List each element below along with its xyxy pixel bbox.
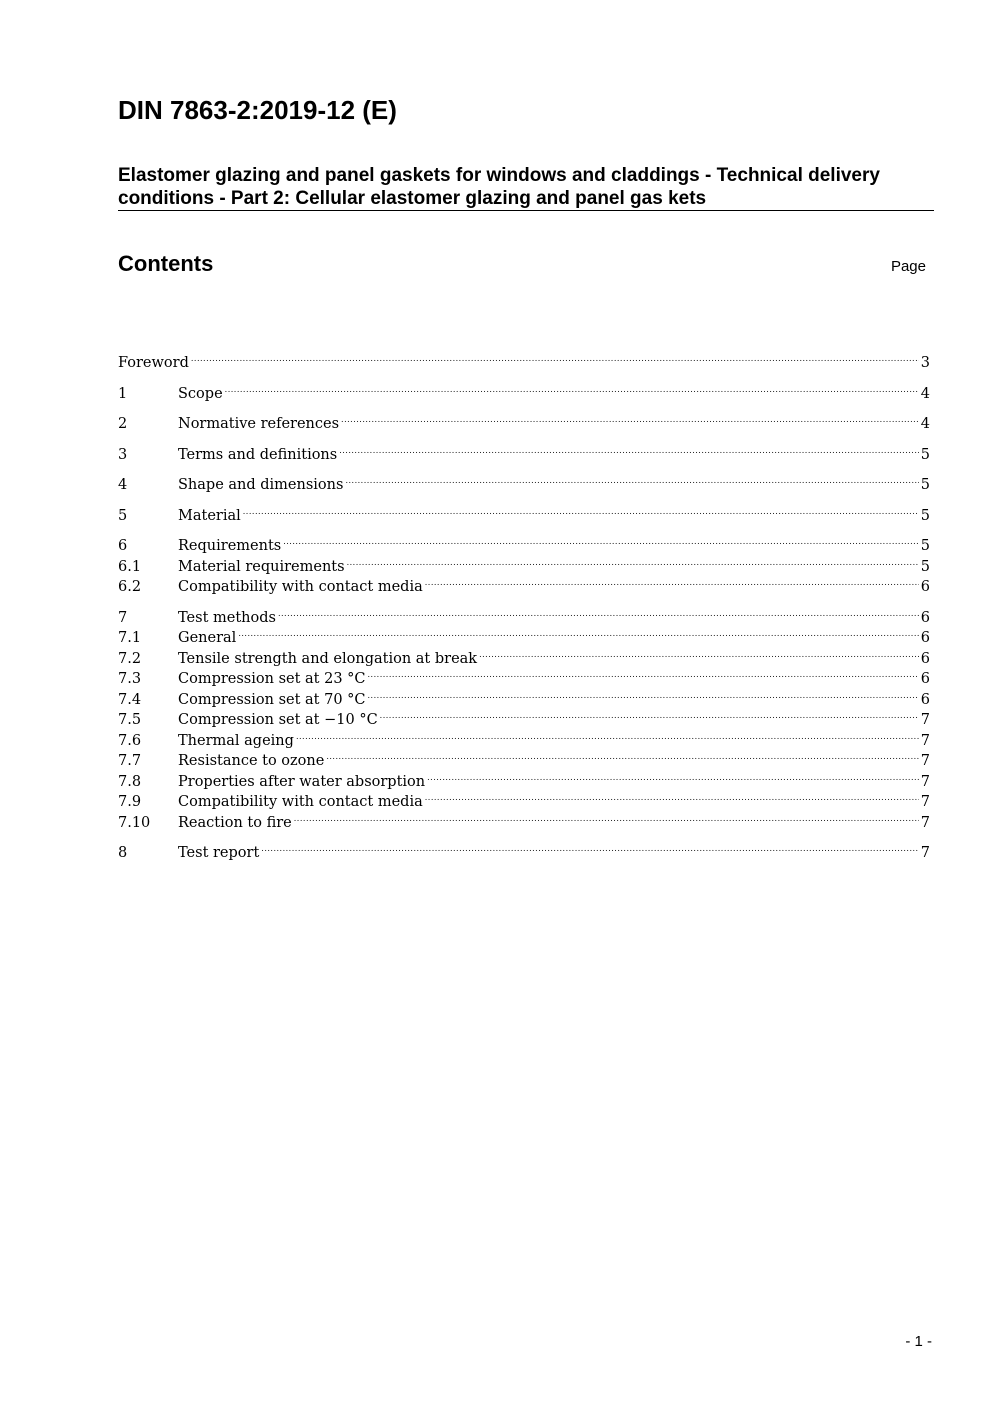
toc-entry-page: 7 xyxy=(920,733,930,749)
toc-entry[interactable] xyxy=(118,622,930,646)
toc-entry-number: 6 xyxy=(118,538,128,554)
toc-entry[interactable] xyxy=(118,766,930,790)
toc-entry-title: Compatibility with contact media xyxy=(178,579,423,595)
table-of-contents xyxy=(118,0,930,1403)
toc-entry-page: 4 xyxy=(920,416,930,432)
toc-leader-dots xyxy=(294,807,919,827)
toc-entry-title: Compression set at −10 °C xyxy=(178,712,378,728)
toc-entry[interactable] xyxy=(118,530,930,554)
toc-entry[interactable] xyxy=(118,725,930,749)
toc-entry-title: Foreword xyxy=(118,355,189,371)
toc-leader-dots xyxy=(345,469,918,489)
toc-entry-number: 1 xyxy=(118,386,128,402)
toc-entry-page: 7 xyxy=(920,794,930,810)
toc-entry[interactable] xyxy=(118,378,930,402)
toc-entry-number: 7.3 xyxy=(118,671,142,687)
toc-entry-number: 7.7 xyxy=(118,753,142,769)
toc-entry-foreword[interactable] xyxy=(118,347,930,371)
toc-entry-title: Terms and definitions xyxy=(178,447,338,463)
toc-entry-number: 7.4 xyxy=(118,692,142,708)
toc-leader-dots xyxy=(368,663,919,683)
toc-entry[interactable] xyxy=(118,500,930,524)
toc-entry-page: 7 xyxy=(920,815,930,831)
toc-entry-number: 4 xyxy=(118,477,128,493)
toc-entry[interactable] xyxy=(118,571,930,595)
page-column-heading: Page xyxy=(890,258,926,275)
toc-entry-title: Scope xyxy=(178,386,223,402)
toc-entry-page: 5 xyxy=(920,477,930,493)
toc-entry-page: 6 xyxy=(920,579,930,595)
toc-entry-number: 3 xyxy=(118,447,128,463)
toc-entry-page: 5 xyxy=(920,508,930,524)
toc-entry[interactable] xyxy=(118,602,930,626)
toc-leader-dots xyxy=(347,551,919,571)
toc-entry-number: 6.1 xyxy=(118,559,142,575)
toc-entry[interactable] xyxy=(118,551,930,575)
toc-entry-number: 7 xyxy=(118,610,128,626)
toc-entry-page: 4 xyxy=(920,386,930,402)
toc-entry-page: 6 xyxy=(920,671,930,687)
toc-entry-number: 7.1 xyxy=(118,630,142,646)
toc-leader-dots xyxy=(243,500,919,520)
toc-entry-page: 5 xyxy=(920,538,930,554)
toc-entry[interactable] xyxy=(118,837,930,861)
toc-entry-number: 7.6 xyxy=(118,733,142,749)
toc-entry-title: Material requirements xyxy=(178,559,345,575)
toc-entry-page: 7 xyxy=(920,753,930,769)
toc-leader-dots xyxy=(283,530,919,550)
toc-entry-number: 7.10 xyxy=(118,815,151,831)
toc-entry-title: Thermal ageing xyxy=(178,733,294,749)
toc-entry-number: 7.9 xyxy=(118,794,142,810)
toc-entry-number: 8 xyxy=(118,845,128,861)
toc-entry[interactable] xyxy=(118,807,930,831)
toc-entry-title: Requirements xyxy=(178,538,282,554)
toc-leader-dots xyxy=(368,684,919,704)
toc-entry-page: 5 xyxy=(920,447,930,463)
toc-leader-dots xyxy=(380,704,919,724)
toc-entry-title: Shape and dimensions xyxy=(178,477,344,493)
toc-entry-title: Test methods xyxy=(178,610,276,626)
toc-entry-title: Reaction to fire xyxy=(178,815,292,831)
toc-entry-title: Compatibility with contact media xyxy=(178,794,423,810)
toc-entry-page: 6 xyxy=(920,610,930,626)
toc-entry-title: Material xyxy=(178,508,241,524)
toc-leader-dots xyxy=(425,571,919,591)
toc-entry-number: 7.5 xyxy=(118,712,142,728)
toc-entry-number: 7.2 xyxy=(118,651,142,667)
toc-leader-dots xyxy=(238,622,918,642)
toc-entry[interactable] xyxy=(118,704,930,728)
toc-entry-page: 6 xyxy=(920,630,930,646)
toc-entry[interactable] xyxy=(118,408,930,432)
toc-entry-page: 7 xyxy=(920,845,930,861)
toc-entry-number: 7.8 xyxy=(118,774,142,790)
toc-entry[interactable] xyxy=(118,643,930,667)
toc-leader-dots xyxy=(261,837,918,857)
contents-heading: Contents xyxy=(118,251,214,276)
toc-entry-title: Test report xyxy=(178,845,260,861)
toc-leader-dots xyxy=(341,408,919,428)
footer-page-number: - 1 - xyxy=(905,1333,932,1350)
toc-entry[interactable] xyxy=(118,684,930,708)
toc-leader-dots xyxy=(278,602,919,622)
toc-entry-title: Properties after water absorption xyxy=(178,774,426,790)
toc-entry[interactable] xyxy=(118,439,930,463)
toc-leader-dots xyxy=(425,786,919,806)
toc-entry-title: General xyxy=(178,630,237,646)
toc-entry-page: 7 xyxy=(920,774,930,790)
toc-leader-dots xyxy=(225,378,919,398)
toc-entry[interactable] xyxy=(118,786,930,810)
toc-entry[interactable] xyxy=(118,663,930,687)
toc-leader-dots xyxy=(427,766,919,786)
toc-entry-page: 6 xyxy=(920,651,930,667)
toc-entry[interactable] xyxy=(118,469,930,493)
document-title: Elastomer glazing and panel gaskets for windows and claddings - Technical delivery conditions - Part 2: Cellular elastomer glazing and panel gas kets xyxy=(118,165,880,209)
toc-entry-number: 2 xyxy=(118,416,128,432)
toc-entry-title: Normative references xyxy=(178,416,340,432)
toc-entry-title: Compression set at 70 °C xyxy=(178,692,366,708)
toc-entry-page: 7 xyxy=(920,712,930,728)
toc-entry[interactable] xyxy=(118,745,930,769)
toc-leader-dots xyxy=(326,745,918,765)
toc-entry-title: Tensile strength and elongation at break xyxy=(178,651,478,667)
toc-entry-number: 6.2 xyxy=(118,579,142,595)
toc-leader-dots xyxy=(339,439,919,459)
toc-entry-title: Compression set at 23 °C xyxy=(178,671,366,687)
toc-entry-page: 3 xyxy=(920,355,930,371)
document-id: DIN 7863-2:2019-12 (E) xyxy=(118,95,397,125)
toc-entry-number: 5 xyxy=(118,508,128,524)
toc-entry-title: Resistance to ozone xyxy=(178,753,325,769)
toc-leader-dots xyxy=(296,725,919,745)
toc-entry-page: 5 xyxy=(920,559,930,575)
toc-entry-page: 6 xyxy=(920,692,930,708)
toc-leader-dots xyxy=(191,347,919,367)
toc-leader-dots xyxy=(479,643,919,663)
